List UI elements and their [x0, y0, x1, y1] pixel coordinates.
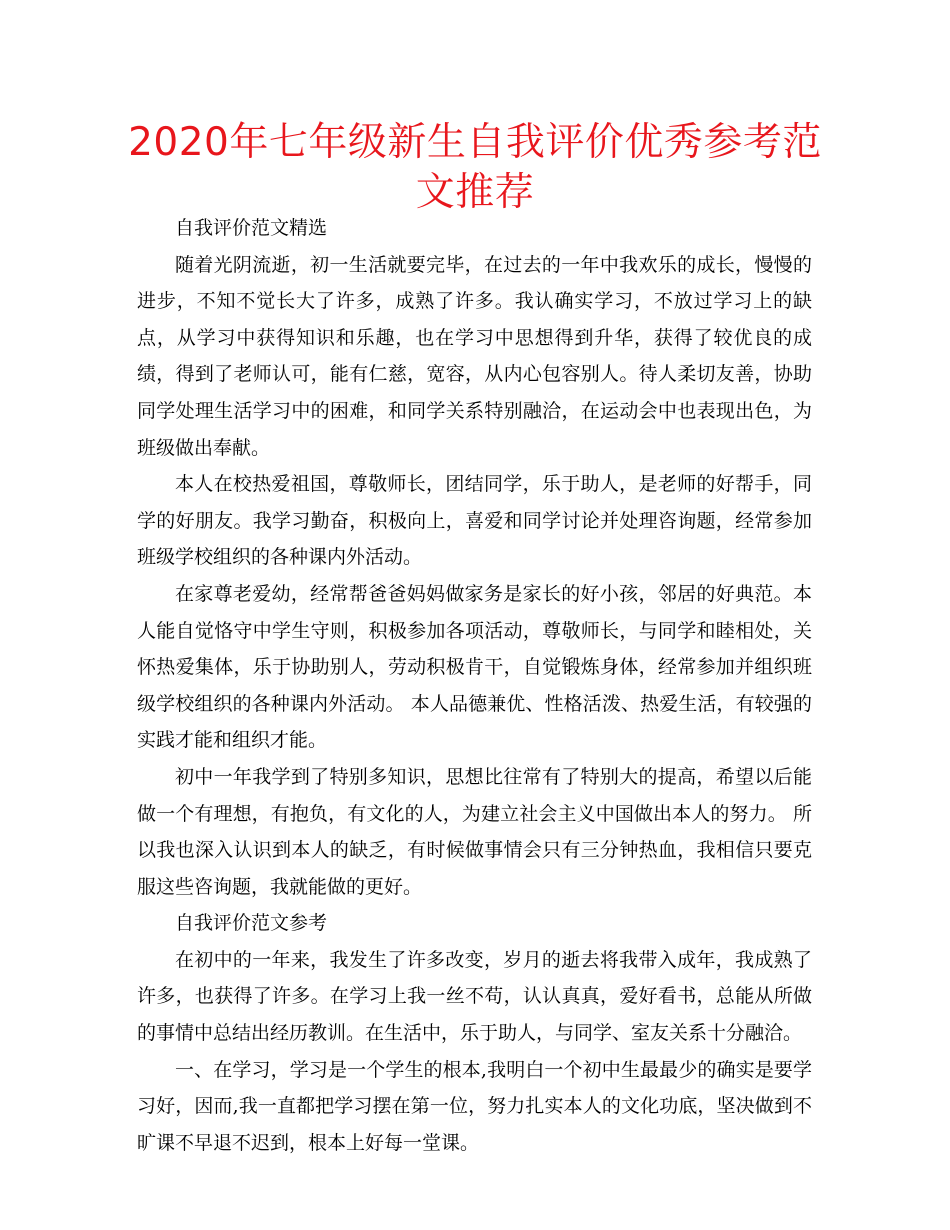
document-title: 2020年七年级新生自我评价优秀参考范文推荐: [128, 120, 822, 215]
body-paragraph: 本人在校热爱祖国，尊敬师长，团结同学，乐于助人，是老师的好帮手，同学的好朋友。我学习勤奋，积极向上，喜爱和同学讨论并处理咨询题，经常参加班级学校组织的各种课内外活动。: [137, 473, 812, 569]
document-body: [137, 210, 812, 1161]
body-paragraph: 在初中的一年来，我发生了许多改变，岁月的逝去将我带入成年，我成熟了许多，也获得了许多。在学习上我一丝不苟，认认真真，爱好看书，总能从所做的事情中总结出经历教训。在生活中，乐于助人，与同学、室友关系十分融洽。: [137, 948, 812, 1045]
section-heading-reference: 自我评价范文参考: [175, 912, 328, 935]
body-paragraph: 随着光阴流逝，初一生活就要完毕，在过去的一年中我欢乐的成长，慢慢的进步，不知不觉长大了许多，成熟了许多。我认确实学习，不放过学习上的缺点，从学习中获得知识和乐趣，也在学习中思想得到升华，获得了较优良的成绩，得到了老师认可，能有仁慈，宽容，从内心包容别人。待人柔切友善，协助同学处理生活学习中的困难，和同学关系特别融洽，在运动会中也表现出色，为班级做出奉献。: [137, 253, 812, 459]
body-paragraph: 在家尊老爱幼，经常帮爸爸妈妈做家务是家长的好小孩，邻居的好典范。本人能自觉恪守中学生守则，积极参加各项活动，尊敬师长，与同学和睦相处，关怀热爱集体，乐于协助别人，劳动积极肯干，自觉锻炼身体，经常参加并组织班级学校组织的各种课内外活动。 本人品德兼优、性格活泼、热爱生活，有较强的实践才能和组织才能。: [137, 582, 812, 752]
body-paragraph: 一、在学习，学习是一个学生的根本,我明白一个初中生最最少的确实是要学习好，因而,我一直都把学习摆在第一位，努力扎实本人的文化功底，坚决做到不旷课不早退不迟到，根本上好每一堂课。: [137, 1058, 812, 1154]
body-paragraph: 初中一年我学到了特别多知识，思想比往常有了特别大的提高，希望以后能做一个有理想，有抱负，有文化的人，为建立社会主义中国做出本人的努力。 所以我也深入认识到本人的缺乏，有时候做事情会只有三分钟热血，我相信只要克服这些咨询题，我就能做的更好。: [137, 765, 812, 898]
section-heading-selected: 自我评价范文精选: [175, 217, 328, 239]
